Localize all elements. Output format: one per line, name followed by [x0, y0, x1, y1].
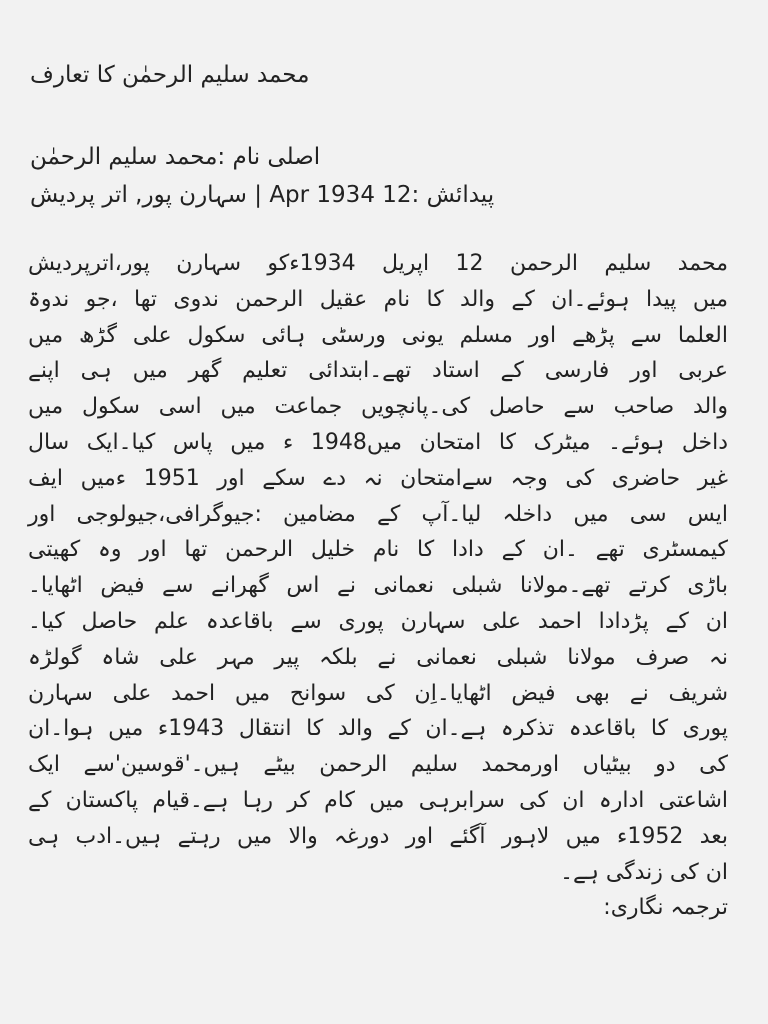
body-line: نہ صرف مولانا شبلی نعمانی نے بلکہ پیر مہر علی شاہ گولڑہ — [28, 644, 728, 670]
body-line: ان کی زندگی ہے۔ — [560, 859, 728, 885]
body-line: شریف نے بھی فیض اٹھایا۔اِن کی سوانح میں احمد علی سہارن — [28, 680, 728, 706]
body-line: کیمسٹری تھے ۔ان کے دادا کا نام خلیل الرحمن تھا اور وہ کھیتی — [28, 537, 728, 563]
body-line: العلما سے پڑھے اور مسلم یونی ورسٹی ہائی سکول علی گڑھ میں — [28, 322, 728, 348]
body-line: بعد 1952ء میں لاہور آگئے اور دورغہ والا میں رہتے ہیں۔ادب ہی — [28, 823, 728, 849]
birth-line: پیدائش :12 Apr 1934 | سہارن پور, اتر پردیش — [30, 182, 495, 208]
body-line: ان کے پڑدادا احمد علی سہارن پوری سے باقاعدہ علم حاصل کیا۔ — [28, 608, 728, 634]
page-title: محمد سلیم الرحمٰن کا تعارف — [30, 62, 310, 88]
document-header — [30, 52, 738, 214]
body-line: باڑی کرتے تھے۔مولانا شبلی نعمانی نے اس گھرانے سے فیض اٹھایا۔ — [28, 573, 728, 599]
body-line: کی دو بیٹیاں اورمحمد سلیم الرحمن بیٹے ہیں۔'قوسین'سے ایک — [28, 752, 728, 778]
body-line: عربی اور فارسی کے استاد تھے۔ابتدائی تعلیم گھر میں ہی اپنے — [28, 358, 728, 384]
body-line: محمد سلیم الرحمن 12 اپریل 1934ءکو سہارن پور،اترپردیش — [28, 251, 728, 276]
body-line: میں پیدا ہوئے۔ان کے والد کا نام عقیل الرحمن ندوی تھا ،جو ندوۃ — [28, 286, 728, 312]
real-name-line: اصلی نام :محمد سلیم الرحمٰن — [30, 144, 321, 170]
body-line: داخل ہوئے۔ میٹرک کا امتحان میں1948 ء میں پاس کیا۔ایک سال — [28, 429, 728, 455]
biography-body — [28, 246, 728, 926]
body-line: والد صاحب سے حاصل کی۔پانچویں جماعت میں اسی سکول میں — [28, 394, 728, 420]
body-line: پوری کا باقاعدہ تذکرہ ہے۔ان کے والد کا انتقال 1943ء میں ہوا۔ان — [28, 716, 728, 742]
body-line: اشاعتی ادارہ ان کی سرابرہی میں کام کر رہا ہے۔قیام پاکستان کے — [28, 787, 728, 813]
body-line: غیر حاضری کی وجہ سےامتحان نہ دے سکے اور 1951 ءمیں ایف — [28, 465, 728, 491]
translator-label: ترجمہ نگاری: — [603, 895, 728, 921]
body-line: ایس سی میں داخلہ لیا۔آپ کے مضامین :جیوگرافی،جیولوجی اور — [28, 501, 728, 527]
